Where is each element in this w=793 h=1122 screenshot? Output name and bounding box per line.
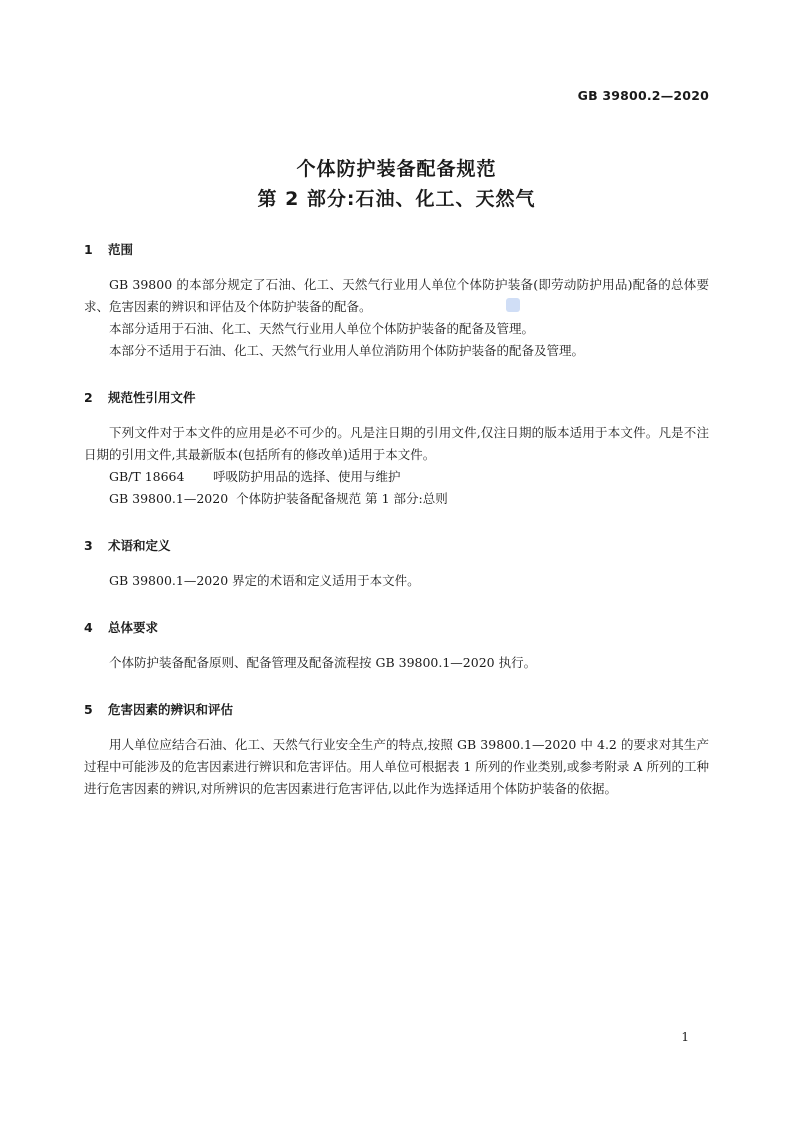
standard-code: GB 39800.2—2020	[577, 88, 709, 103]
section-general-requirements	[84, 618, 709, 674]
section-title: 危害因素的辨识和评估	[108, 702, 234, 717]
paragraph: GB 39800 的本部分规定了石油、化工、天然气行业用人单位个体防护装备(即劳动防护用品)配备的总体要求、危害因素的辨识和评估及个体防护装备的配备。	[84, 277, 709, 314]
paragraph: 本部分适用于石油、化工、天然气行业用人单位个体防护装备的配备及管理。	[109, 321, 535, 336]
reference-item	[84, 488, 709, 510]
section-heading	[84, 618, 709, 638]
section-number: 5	[84, 702, 93, 717]
reference-title: 呼吸防护用品的选择、使用与维护	[213, 469, 401, 484]
reference-code: GB/T 18664	[109, 469, 185, 484]
document-title: 个体防护装备配备规范	[296, 158, 497, 180]
paragraph: 本部分不适用于石油、化工、天然气行业用人单位消防用个体防护装备的配备及管理。	[109, 343, 585, 358]
section-scope	[84, 240, 709, 362]
title-block	[84, 154, 709, 214]
section-number: 2	[84, 390, 93, 405]
paragraph: GB 39800.1—2020 界定的术语和定义适用于本文件。	[109, 573, 420, 588]
document-subtitle: 第 2 部分:石油、化工、天然气	[257, 188, 536, 210]
reference-item	[84, 466, 709, 488]
section-title: 总体要求	[108, 620, 159, 635]
section-heading	[84, 536, 709, 556]
section-title: 规范性引用文件	[108, 390, 196, 405]
section-normative-references	[84, 388, 709, 510]
section-title: 范围	[108, 242, 134, 257]
section-hazard-assessment	[84, 700, 709, 800]
section-terms	[84, 536, 709, 592]
section-number: 1	[84, 242, 93, 257]
section-number: 3	[84, 538, 93, 553]
section-heading	[84, 240, 709, 260]
section-heading	[84, 388, 709, 408]
paragraph: 个体防护装备配备原则、配备管理及配备流程按 GB 39800.1—2020 执行。	[109, 655, 537, 670]
watermark-mark	[506, 298, 520, 312]
paragraph: 下列文件对于本文件的应用是必不可少的。凡是注日期的引用文件,仅注日期的版本适用于本文件。凡是不注日期的引用文件,其最新版本(包括所有的修改单)适用于本文件。	[84, 425, 709, 462]
reference-code: GB 39800.1—2020	[109, 491, 229, 506]
section-title: 术语和定义	[108, 538, 171, 553]
section-number: 4	[84, 620, 93, 635]
paragraph: 用人单位应结合石油、化工、天然气行业安全生产的特点,按照 GB 39800.1—2020 中 4.2 的要求对其生产过程中可能涉及的危害因素进行辨识和危害评估。用人单位可根据表 1 所列的作业类别,或参考附录 A 所列的工种进行危害因素的辨识,对所辨识的危害因素进行危害评估,以此作为选择适用个体防护装备的依据。	[84, 737, 709, 796]
reference-title: 个体防护装备配备规范 第 1 部分:总则	[236, 491, 448, 506]
page-number: 1	[681, 1030, 689, 1044]
section-heading	[84, 700, 709, 720]
